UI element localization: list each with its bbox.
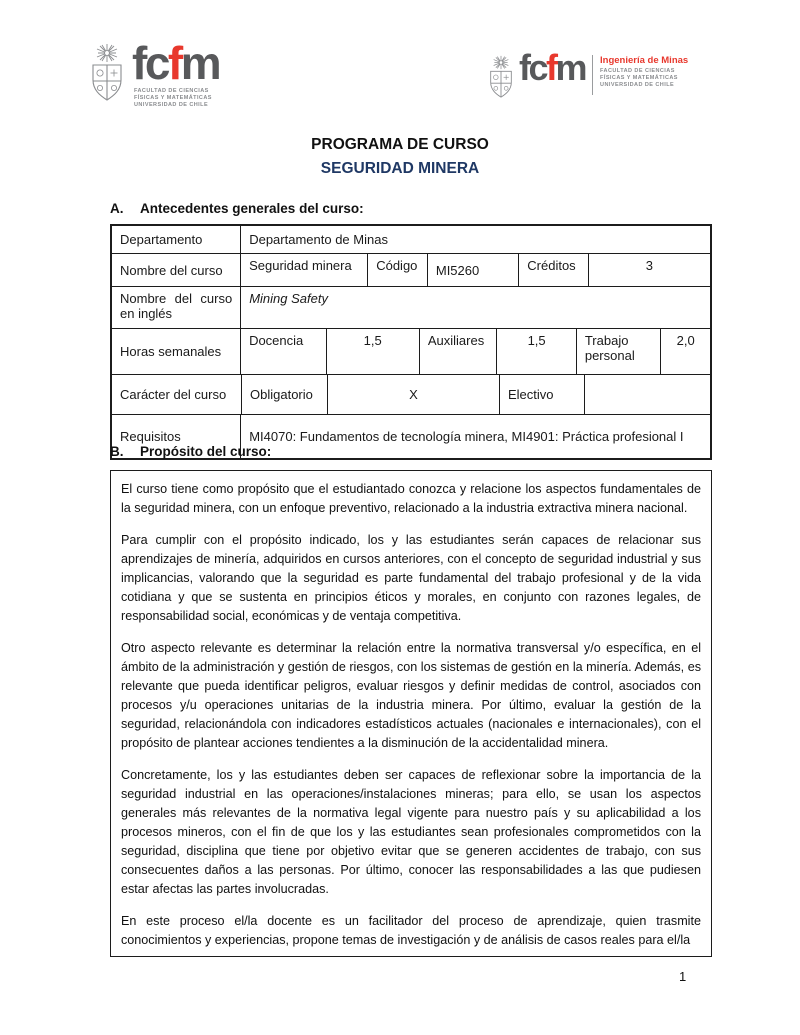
purpose-paragraph: Para cumplir con el propósito indicado, los y las estudiantes serán capaces de relacionar sus aprendizajes de minería, adquiridos en cursos anteriores, con el concepto de seguridad industrial y sus implicancias, valorando que la seguridad es parte fundamental del trabajo profesional y de la vida cotidiana y que se sustenta en principios éticos y morales, en conjunto con razones legales, de responsabilidad social, económicas y de ventaja competitiva. [121, 533, 701, 623]
faculty-caption: FACULTAD DE CIENCIAS FÍSICAS Y MATEMÁTICAS UNIVERSIDAD DE CHILE [134, 88, 212, 108]
fcfm-wordmark: fcfm [132, 37, 220, 89]
table-cell: Docencia [241, 329, 326, 374]
uchile-shield-icon [88, 44, 126, 104]
table-cell: Departamento de Minas [249, 232, 388, 247]
table-cell: Trabajo personal [577, 329, 661, 374]
section-a-heading: A. Antecedentes generales del curso: [110, 201, 364, 216]
table-row [112, 375, 710, 415]
table-cell: Auxiliares [420, 329, 498, 374]
table-cell: Departamento [112, 226, 241, 253]
table-cell: Seguridad minera [241, 254, 368, 286]
table-cell: 2,0 [676, 333, 695, 348]
purpose-paragraph: En este proceso el/la docente es un facilitador del proceso de aprendizaje, quien trasmite conocimientos y experiencias, propone temas de investigación y de análisis de casos reales para el/la [121, 914, 701, 947]
table-cell: Nombre del curso [112, 254, 241, 286]
table-cell: Código [368, 254, 428, 286]
table-cell: Obligatorio [242, 375, 328, 414]
table-cell: Nombre del curso en inglés [112, 287, 241, 328]
course-purpose-box [110, 470, 712, 957]
department-name: Ingeniería de Minas [600, 55, 689, 66]
page-number: 1 [679, 969, 687, 984]
table-cell: Créditos [519, 254, 589, 286]
fcfm-logo-left [88, 37, 220, 109]
table-cell: Horas semanales [112, 329, 241, 374]
table-cell: 1,5 [497, 329, 576, 374]
fcfm-wordmark: fcfm [519, 47, 586, 88]
table-cell: Electivo [500, 375, 585, 414]
table-cell: X [328, 375, 500, 414]
document-subtitle: SEGURIDAD MINERA [320, 160, 480, 177]
table-cell [585, 375, 710, 414]
table-cell: Mining Safety [249, 291, 328, 306]
course-info-table [110, 224, 712, 460]
purpose-paragraph: El curso tiene como propósito que el estudiantado conozca y relacione los aspectos fundamentales de la seguridad minera, con un enfoque preventivo, relacionado a la industria extractiva minera nacional. [121, 482, 701, 515]
logo-divider [592, 55, 593, 95]
fcfm-logo-right [487, 47, 689, 103]
table-cell: 3 [645, 258, 654, 273]
table-cell: Carácter del curso [112, 375, 242, 414]
table-row [112, 226, 710, 254]
table-row [112, 287, 710, 329]
document-title: PROGRAMA DE CURSO [311, 136, 489, 153]
table-cell: MI5260 [428, 254, 519, 286]
table-row [112, 329, 710, 375]
table-row [112, 254, 710, 287]
section-a-label: A. [110, 201, 124, 216]
purpose-paragraph: Concretamente, los y las estudiantes deben ser capaces de reflexionar sobre la importancia de la seguridad industrial en las operaciones/instalaciones mineras; para ello, se usan los aspectos generales más relevantes de la normativa legal vigente para nuestro país y su aplicabilidad a los procesos mineros, con el fin de que los y las estudiantes sean profesionales comprometidos con la seguridad, disciplina que tiene por objetivo evitar que se generen accidentes de trabajo, con sus consecuentes daños a las personas. Por último, conocer las responsabilidades a las que pudiesen estar afectas las partes involucradas. [121, 768, 701, 896]
purpose-paragraph: Otro aspecto relevante es determinar la relación entre la normativa transversal y/o específica, en el ámbito de la administración y gestión de riesgos, con los sistemas de gestión en la minería. Además, es relevante que pueda identificar peligros, evaluar riesgos y definir medidas de control, asociados con procesos y/u operaciones unitarias de la industria minera. Por último, evaluar la gestión de la seguridad, relacionándola con indicadores estadísticos actuales (nacionales e internacionales), con el propósito de plantear acciones tendientes a la disminución de la accidentalidad minera. [121, 641, 701, 750]
faculty-caption: FACULTAD DE CIENCIAS FÍSICAS Y MATEMÁTICAS UNIVERSIDAD DE CHILE [600, 68, 678, 88]
table-cell: 1,5 [327, 329, 420, 374]
table-cell: MI4070: Fundamentos de tecnología minera, MI4901: Práctica profesional I [249, 429, 684, 444]
section-b-label: B. [110, 444, 124, 459]
section-b-heading: B. Propósito del curso: [110, 444, 272, 459]
uchile-shield-icon [487, 53, 515, 103]
table-cell: Requisitos [112, 415, 241, 458]
